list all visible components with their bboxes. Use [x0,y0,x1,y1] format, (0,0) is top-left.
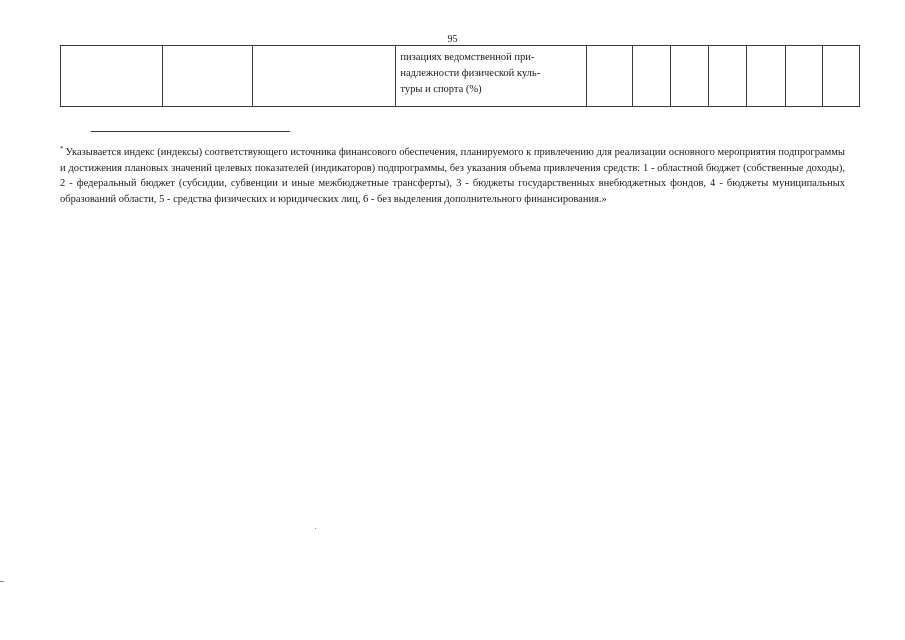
footnote-separator [91,131,290,132]
scan-speck [0,581,4,582]
description-line: туры и спорта (%) [400,84,482,95]
scan-speck [315,528,316,529]
table-row [61,46,860,107]
table-cell-empty [586,46,632,107]
page-number: 95 [447,34,458,45]
program-table [60,45,860,107]
footnote [60,145,845,207]
footnote-marker: * [60,144,64,153]
table-cell-empty [61,46,163,107]
footnote-text: Указывается индекс (индексы) соответствующего источника финансового обеспечения, планируемого к привлечению для реализации основного мероприятия подпрограммы и достижения плановых значений целевых показателей (индикаторов) подпрограммы, без указания объема привлечения средств: 1 - областной бюджет (собственные доходы), 2 - федеральный бюджет (субсидии, субвенции и иные межбюджетные трансферты), 3 - бюджеты государственных внебюджетных фондов, 4 - бюджеты муниципальных образований области, 5 - средства физических и юридических лиц, 6 - без выделения дополнительного финансирования.» [60,147,845,205]
table-cell-empty [163,46,253,107]
indicator-description-cell [396,46,586,107]
table-cell-empty [670,46,708,107]
description-line: пизациях ведомственной при- [400,52,535,63]
table-cell-empty [822,46,859,107]
table-cell-empty [785,46,822,107]
table-cell-empty [708,46,746,107]
description-line: надлежности физической куль- [400,68,541,79]
table-cell-empty [253,46,396,107]
table-cell-empty [746,46,785,107]
table-cell-empty [632,46,670,107]
